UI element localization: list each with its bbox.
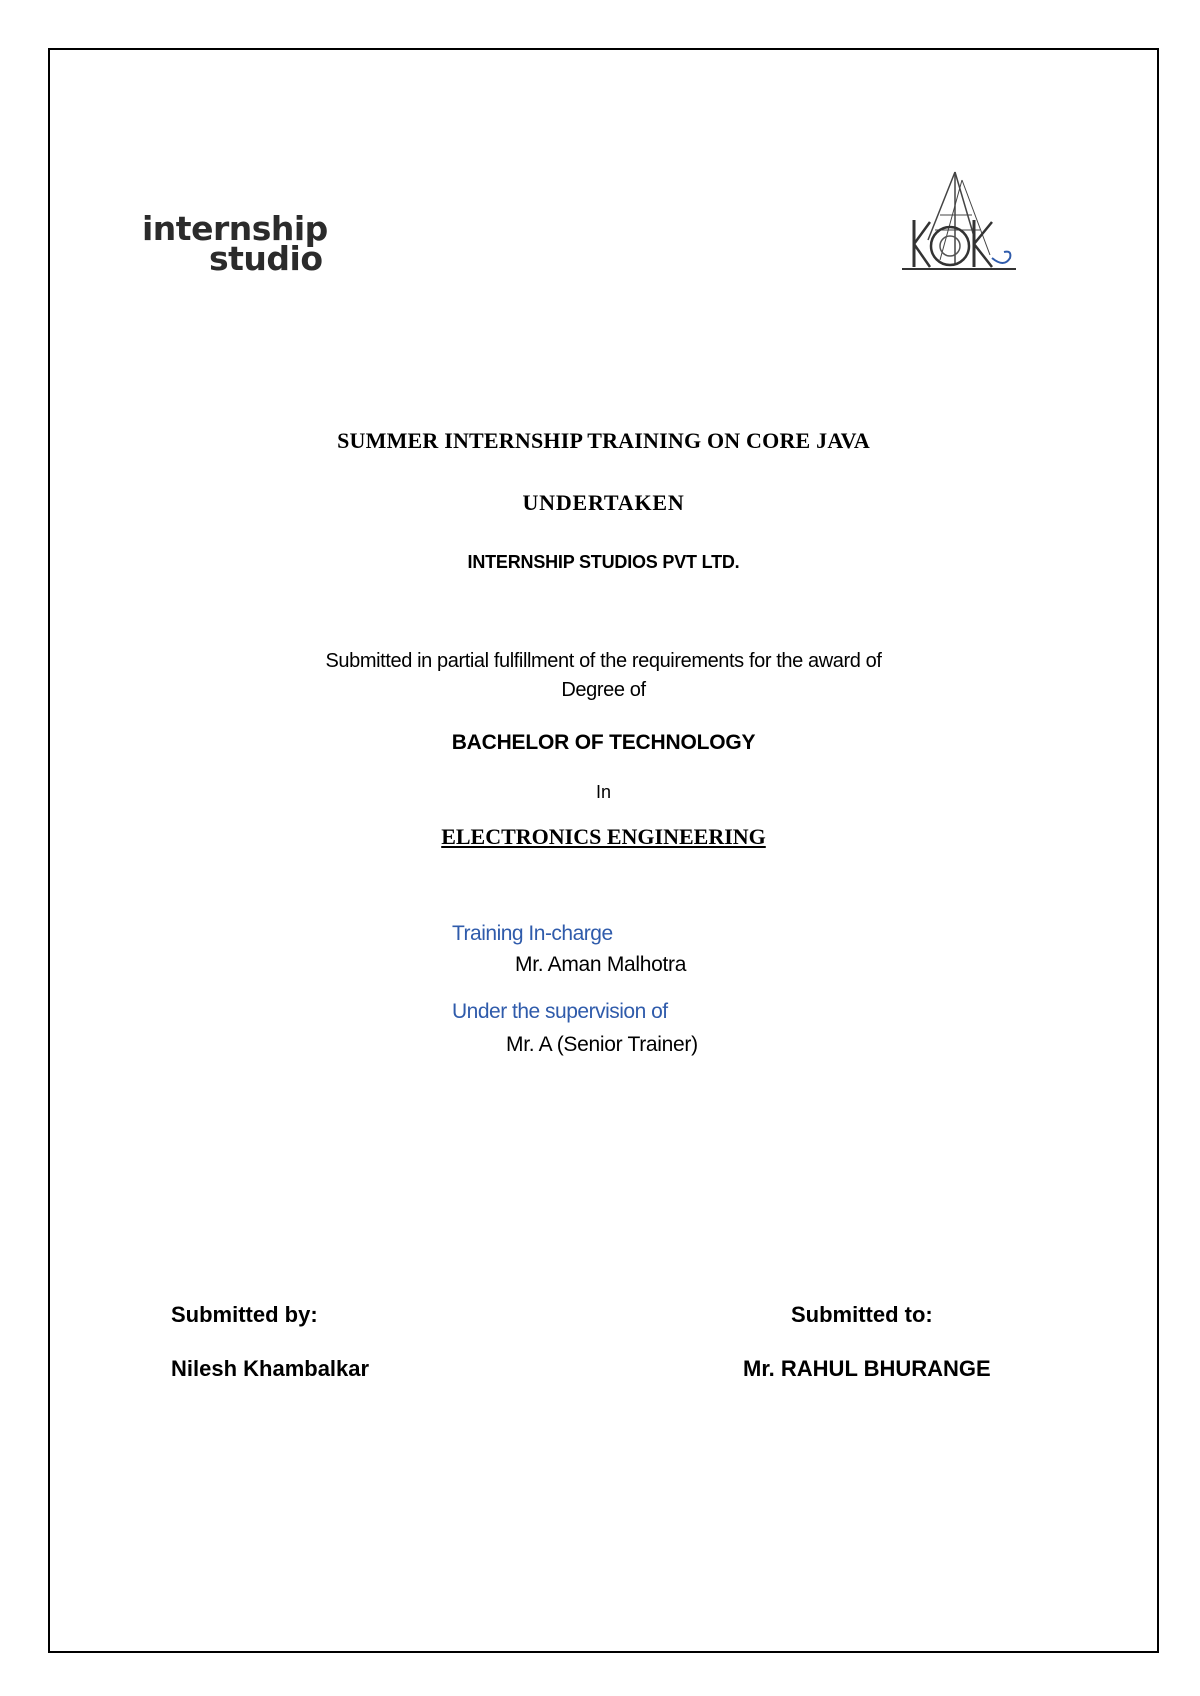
- training-incharge-label: Training In-charge: [452, 922, 613, 945]
- page-border: [48, 48, 1159, 1653]
- internship-studio-logo: [142, 209, 342, 282]
- submitted-to-label: Submitted to:: [791, 1302, 933, 1327]
- degree-name: BACHELOR OF TECHNOLOGY: [451, 731, 756, 754]
- college-emblem-icon: [900, 170, 1020, 280]
- branch-name: ELECTRONICS ENGINEERING: [441, 824, 766, 849]
- company-name: INTERNSHIP STUDIOS PVT LTD.: [467, 552, 740, 572]
- submission-statement-line1: Submitted in partial fulfillment of the requirements for the award of: [325, 650, 882, 672]
- college-emblem-logo: [900, 170, 1020, 280]
- submitted-by-name: Nilesh Khambalkar: [171, 1356, 370, 1381]
- logo-text-line1: internship: [142, 209, 328, 248]
- supervisor-name: Mr. A (Senior Trainer): [506, 1033, 698, 1056]
- submitted-to-name: Mr. RAHUL BHURANGE: [743, 1356, 991, 1381]
- training-incharge-name: Mr. Aman Malhotra: [515, 953, 687, 976]
- submitted-by-label: Submitted by:: [171, 1302, 318, 1327]
- submission-statement-line2: Degree of: [561, 679, 646, 701]
- report-subtitle: UNDERTAKEN: [522, 490, 685, 515]
- logo-text-line2: studio: [209, 239, 323, 278]
- report-title: SUMMER INTERNSHIP TRAINING ON CORE JAVA: [337, 428, 870, 453]
- in-text: In: [595, 782, 611, 802]
- supervision-label: Under the supervision of: [452, 1000, 668, 1023]
